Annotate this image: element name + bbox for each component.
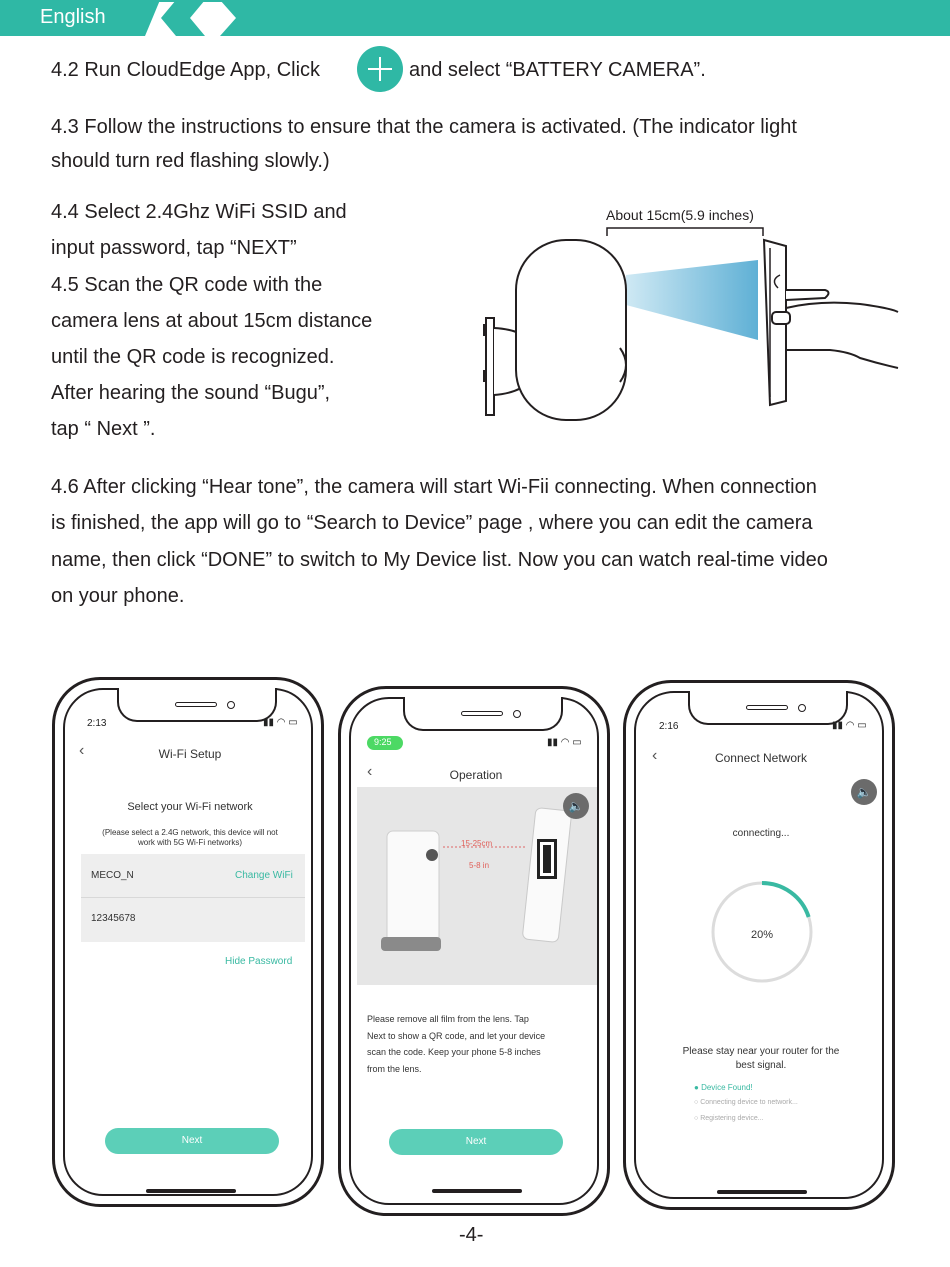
plus-icon — [357, 46, 403, 92]
back-arrow-icon[interactable]: ‹ — [652, 747, 658, 764]
screen-title: Connect Network — [714, 751, 808, 765]
hide-password-link[interactable]: Hide Password — [225, 956, 293, 967]
status-time: 2:13 — [87, 718, 107, 729]
back-arrow-icon[interactable]: ‹ — [79, 742, 85, 759]
step-connecting: ○ Connecting device to network... — [694, 1099, 798, 1106]
password-field[interactable]: 12345678 — [91, 913, 136, 924]
phone-operation — [338, 686, 610, 1216]
status-icons: ▮▮ ◠ ▭ — [263, 717, 298, 728]
step-4-6-line-3: name, then click “DONE” to switch to My Device list. Now you can watch real-time video — [51, 549, 828, 571]
phone-notch — [117, 688, 277, 722]
instruction-text: Please remove all film from the lens. Tap Next to show a QR code, and let your device scan the code. Keep your phone 5-8 inches from the lens. — [367, 1014, 546, 1074]
step-4-4-line-2: input password, tap “NEXT” — [51, 237, 297, 259]
home-indicator — [146, 1189, 236, 1193]
step-4-5-line-3: until the QR code is recognized. — [51, 346, 335, 368]
status-time: 9:25 — [374, 737, 392, 747]
status-time: 2:16 — [659, 721, 679, 732]
home-indicator — [432, 1189, 522, 1193]
next-button[interactable]: Next — [105, 1128, 279, 1154]
distance-cm-label: 15-25cm — [461, 839, 493, 848]
page-number: -4- — [459, 1224, 484, 1246]
distance-label: About 15cm(5.9 inches) — [606, 207, 754, 223]
scan-illustration-panel — [357, 787, 597, 985]
phone-notch — [403, 697, 563, 731]
progress-percent: 20% — [750, 929, 774, 941]
step-4-6-line-2: is finished, the app will go to “Search to Device” page , where you can edit the camera — [51, 512, 813, 534]
phone-notch — [688, 691, 848, 725]
step-4-5-line-5: tap “ Next ”. — [51, 418, 156, 440]
speaker-icon[interactable]: 🔈 — [851, 779, 877, 805]
step-4-4-line-1: 4.4 Select 2.4Ghz WiFi SSID and — [51, 201, 347, 223]
screen-title: Wi-Fi Setup — [158, 747, 222, 761]
step-4-3-line-1: 4.3 Follow the instructions to ensure that the camera is activated. (The indicator light — [51, 116, 797, 138]
header-bar — [0, 0, 950, 36]
wifi-credentials-box — [81, 854, 305, 942]
home-indicator — [717, 1190, 807, 1194]
phone-wifi-setup — [52, 677, 324, 1207]
step-registering: ○ Registering device... — [694, 1115, 764, 1122]
status-icons: ▮▮ ◠ ▭ — [832, 720, 867, 731]
step-4-2-text-end: and select “BATTERY CAMERA”. — [409, 59, 706, 81]
router-hint: Please stay near your router for the best signal. — [682, 1046, 840, 1071]
connecting-status: connecting... — [732, 828, 790, 839]
step-4-3-line-2: should turn red flashing slowly.) — [51, 150, 330, 172]
step-4-6-line-1: 4.6 After clicking “Hear tone”, the camera will start Wi-Fii connecting. When connection — [51, 476, 817, 498]
speaker-icon[interactable]: 🔈 — [563, 793, 589, 819]
step-device-found: ● Device Found! — [694, 1083, 753, 1092]
phone-connect-network — [623, 680, 895, 1210]
back-arrow-icon[interactable]: ‹ — [367, 763, 373, 780]
step-4-5-line-4: After hearing the sound “Bugu”, — [51, 382, 331, 404]
status-icons: ▮▮ ◠ ▭ — [547, 737, 582, 748]
step-4-5-line-1: 4.5 Scan the QR code with the — [51, 274, 323, 296]
screen-title: Operation — [449, 768, 503, 782]
step-4-5-line-2: camera lens at about 15cm distance — [51, 310, 373, 332]
ssid-field[interactable]: MECO_N — [91, 870, 134, 881]
distance-in-label: 5-8 in — [469, 861, 490, 870]
step-4-2-text: 4.2 Run CloudEdge App, Click — [51, 59, 321, 81]
change-wifi-link[interactable]: Change WiFi — [235, 870, 293, 881]
step-4-6-line-4: on your phone. — [51, 585, 185, 607]
language-label: English — [40, 6, 106, 28]
network-note: (Please select a 2.4G network, this device will not work with 5G Wi-Fi networks) — [102, 828, 278, 847]
select-network-prompt: Select your Wi-Fi network — [127, 801, 253, 813]
next-button[interactable]: Next — [389, 1129, 563, 1155]
camera-scan-illustration — [480, 200, 900, 425]
